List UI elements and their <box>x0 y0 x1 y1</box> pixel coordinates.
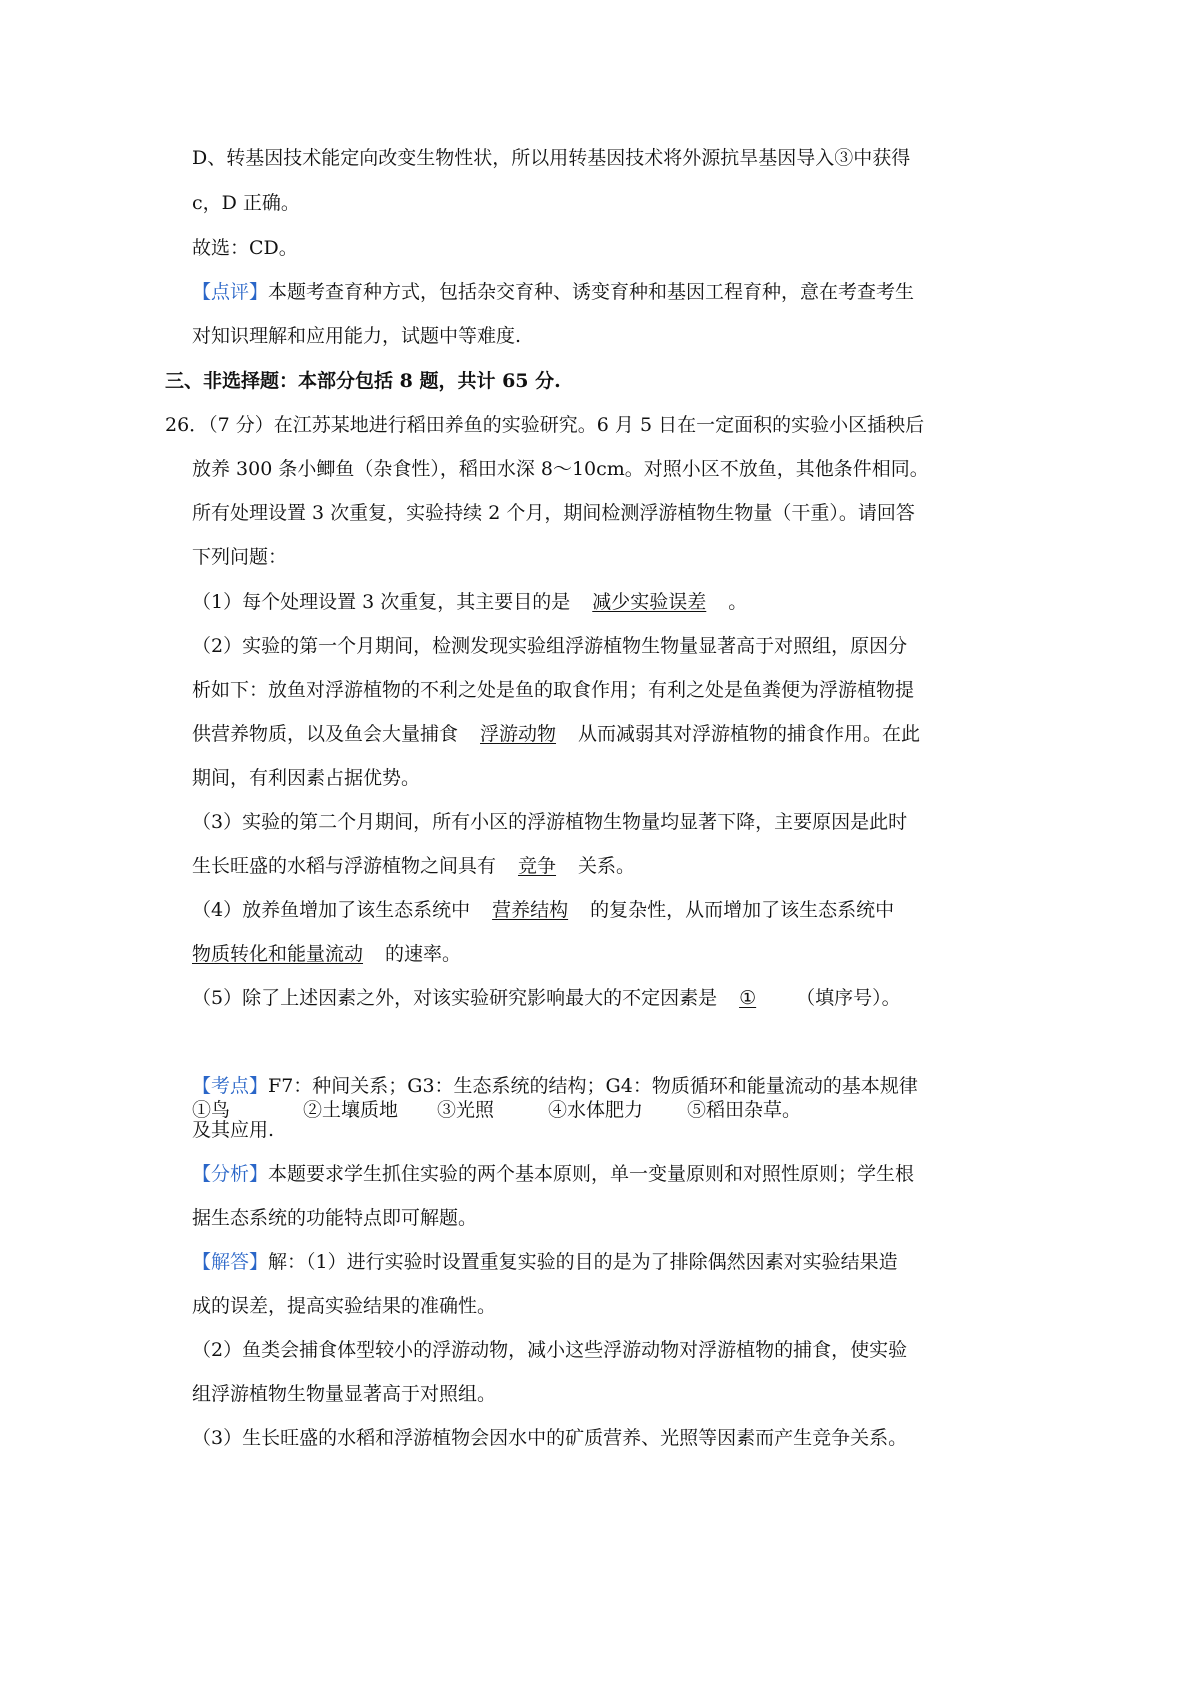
q26-part2-line3: 供营养物质，以及鱼会大量捕食 浮游动物 从而减弱其对浮游植物的捕食作用。在此 <box>192 723 921 745</box>
option-5: ⑤稻田杂草。 <box>687 1099 802 1121</box>
q26-stem-line4: 下列问题： <box>192 546 288 568</box>
kaodian-line1: 【考点】F7：种间关系；G3：生态系统的结构；G4：物质循环和能量流动的基本规律 <box>192 1075 918 1097</box>
fenxi-line1: 【分析】本题要求学生抓住实验的两个基本原则，单一变量原则和对照性原则；学生根 <box>192 1163 915 1185</box>
q26-stem-line1: 26．（7 分）在江苏某地进行稻田养鱼的实验研究。6 月 5 日在一定面积的实验小区插秧后 <box>165 414 925 436</box>
answer-blank-5: 物质转化和能量流动 <box>192 943 364 965</box>
q26-part2-line1: （2）实验的第一个月期间，检测发现实验组浮游植物生物量显著高于对照组，原因分 <box>192 635 908 657</box>
prev-choice: 故选：CD。 <box>192 237 298 259</box>
option-1: ①鸟 <box>192 1099 231 1121</box>
answer-blank-1: 减少实验误差 <box>592 591 707 613</box>
jieda-tag: 【解答】 <box>192 1251 269 1273</box>
answer-blank-4: 营养结构 <box>492 899 569 921</box>
option-4: ④水体肥力 <box>548 1099 644 1121</box>
q26-part2-line2: 析如下：放鱼对浮游植物的不利之处是鱼的取食作用；有利之处是鱼粪便为浮游植物提 <box>192 679 915 701</box>
jieda-part2-line2: 组浮游植物生物量显著高于对照组。 <box>192 1383 497 1405</box>
prev-comment-line1 <box>192 280 914 304</box>
option-2: ②土壤质地 <box>303 1099 399 1121</box>
q26-part3-line1: （3）实验的第二个月期间，所有小区的浮游植物生物量均显著下降，主要原因是此时 <box>192 811 908 833</box>
q26-part1: （1）每个处理设置 3 次重复，其主要目的是 减少实验误差 。 <box>192 591 748 613</box>
q26-part4-line2: 物质转化和能量流动 的速率。 <box>192 943 462 965</box>
kaodian-tag: 【考点】 <box>192 1075 269 1097</box>
option-3: ③光照 <box>437 1099 495 1121</box>
q26-part3-line2: 生长旺盛的水稻与浮游植物之间具有 竞争 关系。 <box>192 855 636 877</box>
jieda-part3-line1: （3）生长旺盛的水稻和浮游植物会因水中的矿质营养、光照等因素而产生竞争关系。 <box>192 1427 908 1449</box>
fenxi-tag: 【分析】 <box>192 1163 269 1185</box>
q26-stem-line3: 所有处理设置 3 次重复，实验持续 2 个月，期间检测浮游植物生物量（干重）。请回答 <box>192 502 915 524</box>
prev-option-d-line1: D、转基因技术能定向改变生物性状，所以用转基因技术将外源抗旱基因导入③中获得 <box>192 147 911 169</box>
q26-part2-line4: 期间，有利因素占据优势。 <box>192 767 421 789</box>
jieda-line2: 成的误差，提高实验结果的准确性。 <box>192 1295 497 1317</box>
fenxi-line2: 据生态系统的功能特点即可解题。 <box>192 1207 478 1229</box>
q26-stem-line2: 放养 300 条小鲫鱼（杂食性），稻田水深 8～10cm。对照小区不放鱼，其他条件相同。 <box>192 458 929 480</box>
q26-part5: （5）除了上述因素之外，对该实验研究影响最大的不定因素是 ① （填序号）。 <box>192 987 901 1009</box>
answer-blank-2: 浮游动物 <box>480 723 557 745</box>
answer-blank-6: ① <box>739 987 757 1009</box>
prev-comment-line2: 对知识理解和应用能力，试题中等难度. <box>192 325 522 347</box>
answer-blank-3: 竞争 <box>518 855 557 877</box>
jieda-line1: 【解答】解：（1）进行实验时设置重复实验的目的是为了排除偶然因素对实验结果造 <box>192 1251 898 1273</box>
comment-tag: 【点评】 <box>192 281 269 303</box>
section-title: 三、非选择题：本部分包括 8 题，共计 65 分. <box>165 370 561 392</box>
comment-text-1: 本题考查育种方式，包括杂交育种、诱变育种和基因工程育种，意在考查考生 <box>268 281 915 303</box>
q26-part4-line1: （4）放养鱼增加了该生态系统中 营养结构 的复杂性，从而增加了该生态系统中 <box>192 899 895 921</box>
prev-option-d-line2: c，D 正确。 <box>192 192 300 214</box>
kaodian-line2: 及其应用. <box>192 1119 275 1141</box>
jieda-part2-line1: （2）鱼类会捕食体型较小的浮游动物，减小这些浮游动物对浮游植物的捕食，使实验 <box>192 1339 908 1361</box>
